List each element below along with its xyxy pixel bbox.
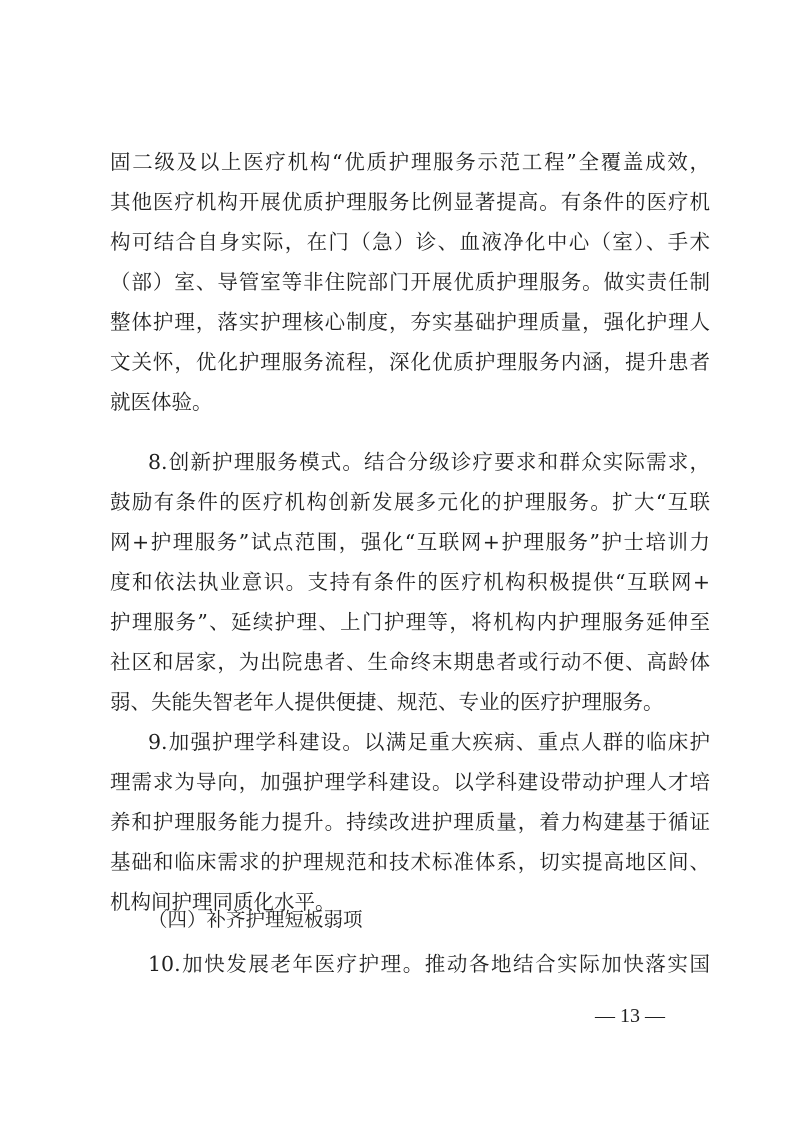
section-heading: （四）补齐护理短板弱项 [148,908,363,931]
body-text-line: 网+护理服务”试点范围，强化“互联网+护理服务”护士培训力 [110,530,710,554]
paragraph-8-first-line: 8.创新护理服务模式。结合分级诊疗要求和群众实际需求， [148,450,710,474]
body-text-line: 机构间护理同质化水平。 [110,890,336,914]
body-text-line: 度和依法执业意识。支持有条件的医疗机构积极提供“互联网+ [110,570,710,594]
body-text-line: 社区和居家，为出院患者、生命终末期患者或行动不便、高龄体 [110,650,710,674]
body-text-line: 弱、失能失智老年人提供便捷、规范、专业的医疗护理服务。 [110,690,664,714]
body-text-line: 构可结合自身实际，在门（急）诊、血液净化中心（室）、手术 [110,230,710,254]
body-text-line: 其他医疗机构开展优质护理服务比例显著提高。有条件的医疗机 [110,190,710,214]
body-text-line: 就医体验。 [110,390,213,414]
body-text-line: 理需求为导向，加强护理学科建设。以学科建设带动护理人才培 [110,770,710,794]
body-text-line: （部）室、导管室等非住院部门开展优质护理服务。做实责任制 [110,270,710,294]
page-number: — 13 — [595,1005,665,1027]
body-text-line: 固二级及以上医疗机构“优质护理服务示范工程”全覆盖成效， [110,150,710,174]
body-text-line: 基础和临床需求的护理规范和技术标准体系，切实提高地区间、 [110,850,710,874]
paragraph-9-first-line: 9.加强护理学科建设。以满足重大疾病、重点人群的临床护 [148,730,710,754]
body-text-line: 整体护理，落实护理核心制度，夯实基础护理质量，强化护理人 [110,310,710,334]
body-text-line: 文关怀，优化护理服务流程，深化优质护理服务内涵，提升患者 [110,350,710,374]
body-text-line: 养和护理服务能力提升。持续改进护理质量，着力构建基于循证 [110,810,710,834]
body-text-line: 护理服务”、延续护理、上门护理等，将机构内护理服务延伸至 [110,610,710,634]
body-text-line: 鼓励有条件的医疗机构创新发展多元化的护理服务。扩大“互联 [110,490,710,514]
paragraph-10-first-line: 10.加快发展老年医疗护理。推动各地结合实际加快落实国 [148,952,710,976]
